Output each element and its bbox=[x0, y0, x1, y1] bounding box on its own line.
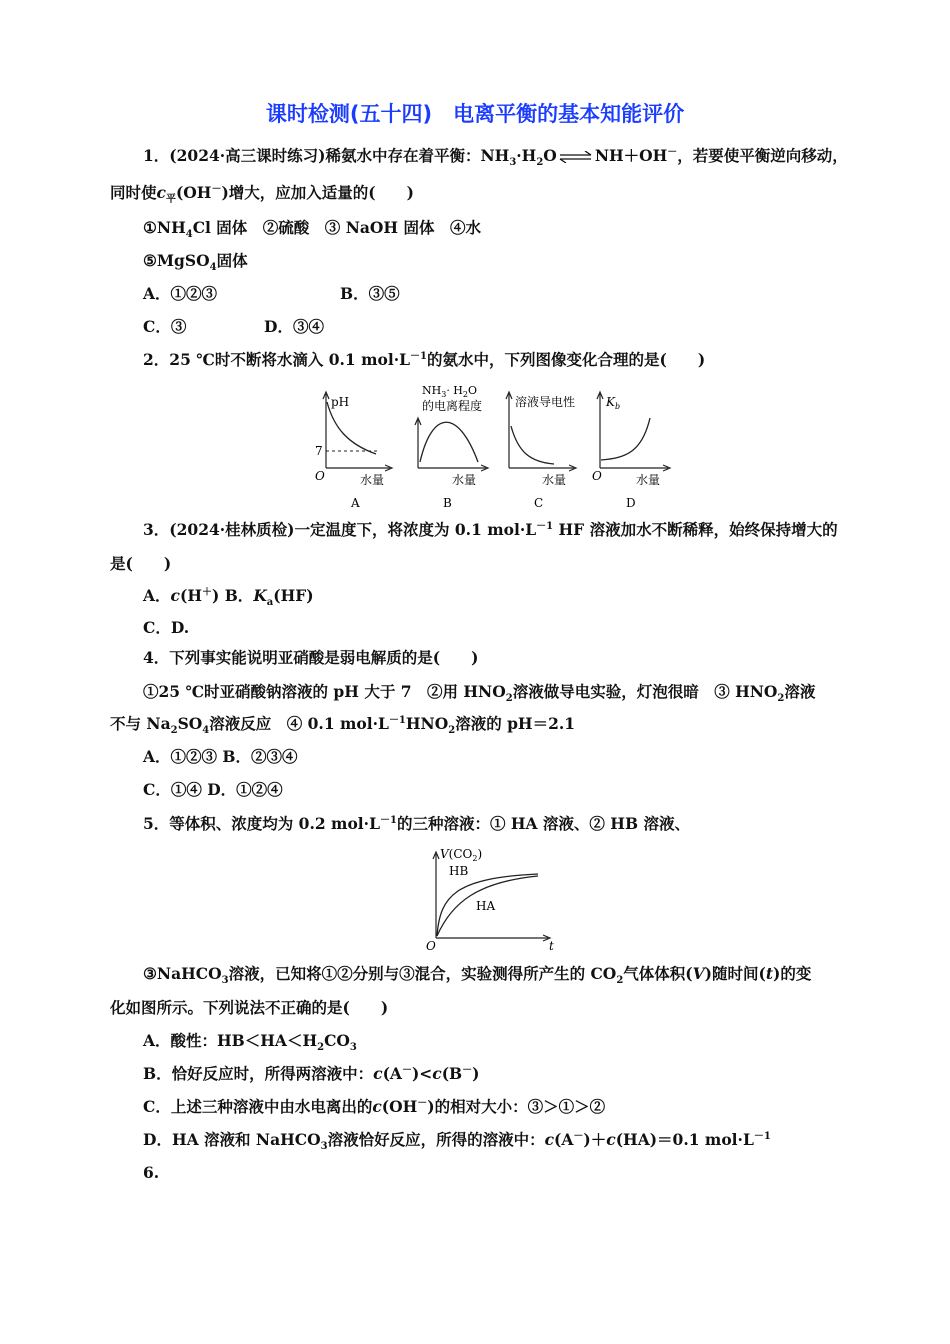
graph-a-xlabel: 水量 bbox=[360, 473, 385, 487]
q5-origin: O bbox=[426, 939, 436, 953]
graph-a-seven-label: 7 bbox=[315, 444, 323, 458]
graph-d-xlabel: 水量 bbox=[636, 473, 661, 487]
graph-c-ylabel: 溶液导电性 bbox=[515, 395, 576, 409]
q1-items-line2: ⑤MgSO$_4$固体 bbox=[143, 251, 248, 274]
graph-d-ylabel: $K_b$ bbox=[606, 395, 621, 411]
q5-option-d: D．HA 溶液和 NaHCO$_3$溶液恰好反应，所得的溶液中：c(A－)＋c(HA)＝0.1 $mol\cdot L^{-1}$ bbox=[143, 1130, 771, 1153]
q1-option-d: D．③④ bbox=[264, 317, 324, 336]
q1-option-c: C．③ bbox=[143, 317, 187, 336]
hb-label: HB bbox=[449, 864, 469, 878]
equilibrium-arrow-icon bbox=[559, 151, 593, 163]
q2-figure bbox=[308, 380, 680, 515]
v-co2-ylabel: $V(CO_2)$ bbox=[440, 847, 483, 863]
q1-option-a: A．①②③ bbox=[143, 284, 218, 303]
graph-c-label: C bbox=[534, 496, 544, 510]
q5-stem-line1: 5．等体积、浓度均为 0.2 $mol\cdot L^{-1}$的三种溶液：① HA 溶液、② HB 溶液、 bbox=[143, 814, 690, 833]
graph-b bbox=[415, 384, 488, 510]
q6-label: 6. bbox=[143, 1163, 160, 1182]
q2-stem: 2．25 ℃时不断将水滴入 0.1 $mol\cdot L^{-1}$的氨水中，下列图像变化合理的是( ) bbox=[143, 350, 706, 369]
q4-options-cd: C．①④ D．①②④ bbox=[143, 780, 283, 799]
graph-d-label: D bbox=[626, 496, 636, 510]
graph-c bbox=[506, 392, 576, 510]
graph-b-ylabel-line1: $NH_3\cdot H_2O$ bbox=[422, 384, 478, 399]
q4-facts-line1: ①25 ℃时亚硝酸钠溶液的 pH 大于 7 ②用 $HNO_2$溶液做导电实验，灯泡很暗 ③ $HNO_2$溶液 bbox=[143, 682, 816, 705]
q5-option-a: A．酸性：$HB<HA<H_2CO_3$ bbox=[143, 1031, 357, 1054]
graph-b-xlabel: 水量 bbox=[452, 473, 477, 487]
q1-stem-line1: 1．(2024·高三课时练习)稀氨水中存在着平衡：$NH_3\cdot H_2O$ NH＋OH－，若要使平衡逆向移动， bbox=[143, 146, 848, 169]
q1-option-b: B．③⑤ bbox=[340, 284, 400, 303]
q3-options-ab: A．c(H＋) B．$K_a(HF)$ bbox=[143, 586, 314, 609]
q1-stem-line2: 同时使$c_平(OH^-)$增大，应加入适量的( ) bbox=[110, 183, 414, 206]
graph-d-origin: O bbox=[592, 469, 602, 483]
graph-b-label: B bbox=[443, 496, 452, 510]
graph-a-ylabel: pH bbox=[331, 395, 350, 409]
q4-options-ab: A．①②③ B．②③④ bbox=[143, 747, 298, 766]
q1-items-line1: $①NH_4Cl$ 固体 ②硫酸 ③ NaOH 固体 ④水 bbox=[143, 218, 481, 241]
graph-a-origin: O bbox=[315, 469, 325, 483]
graph-b-ylabel-line2: 的电离程度 bbox=[422, 399, 483, 413]
q3-options-cd: C．D. bbox=[143, 618, 190, 637]
ha-label: HA bbox=[476, 899, 496, 913]
graph-c-xlabel: 水量 bbox=[542, 473, 567, 487]
graph-a bbox=[315, 392, 392, 510]
q5-figure bbox=[418, 840, 568, 955]
q3-stem-line1: 3．(2024·桂林质检)一定温度下，将浓度为 0.1 $mol\cdot L^{-1}$ HF 溶液加水不断稀释，始终保持增大的 bbox=[143, 520, 838, 539]
q4-facts-line2: 不与 $Na_2SO_4$溶液反应 ④ 0.1 $mol\cdot L^{-1}HNO_2$溶液的 pH＝2.1 bbox=[110, 714, 576, 737]
page-title: 课时检测(五十四) 电离平衡的基本知能评价 bbox=[265, 102, 685, 126]
q5-stem-line2: ③NaHCO$_3$溶液，已知将①②分别与③混合，实验测得所产生的 $CO_2$气体体积(V)随时间(t)的变 bbox=[143, 964, 812, 987]
q5-option-c: C．上述三种溶液中由水电离出的c(OH－)的相对大小：③＞①＞② bbox=[143, 1097, 606, 1116]
graph-a-label: A bbox=[351, 496, 360, 510]
q3-stem-line2: 是( ) bbox=[110, 554, 172, 573]
q5-xlabel: t bbox=[549, 939, 554, 953]
q5-stem-line3: 化如图所示。下列说法不正确的是( ) bbox=[110, 998, 389, 1017]
q4-stem: 4．下列事实能说明亚硝酸是弱电解质的是( ) bbox=[143, 648, 479, 667]
graph-d bbox=[592, 392, 670, 510]
q5-option-b: B．恰好反应时，所得两溶液中：c(A－)<c(B－) bbox=[143, 1064, 480, 1083]
